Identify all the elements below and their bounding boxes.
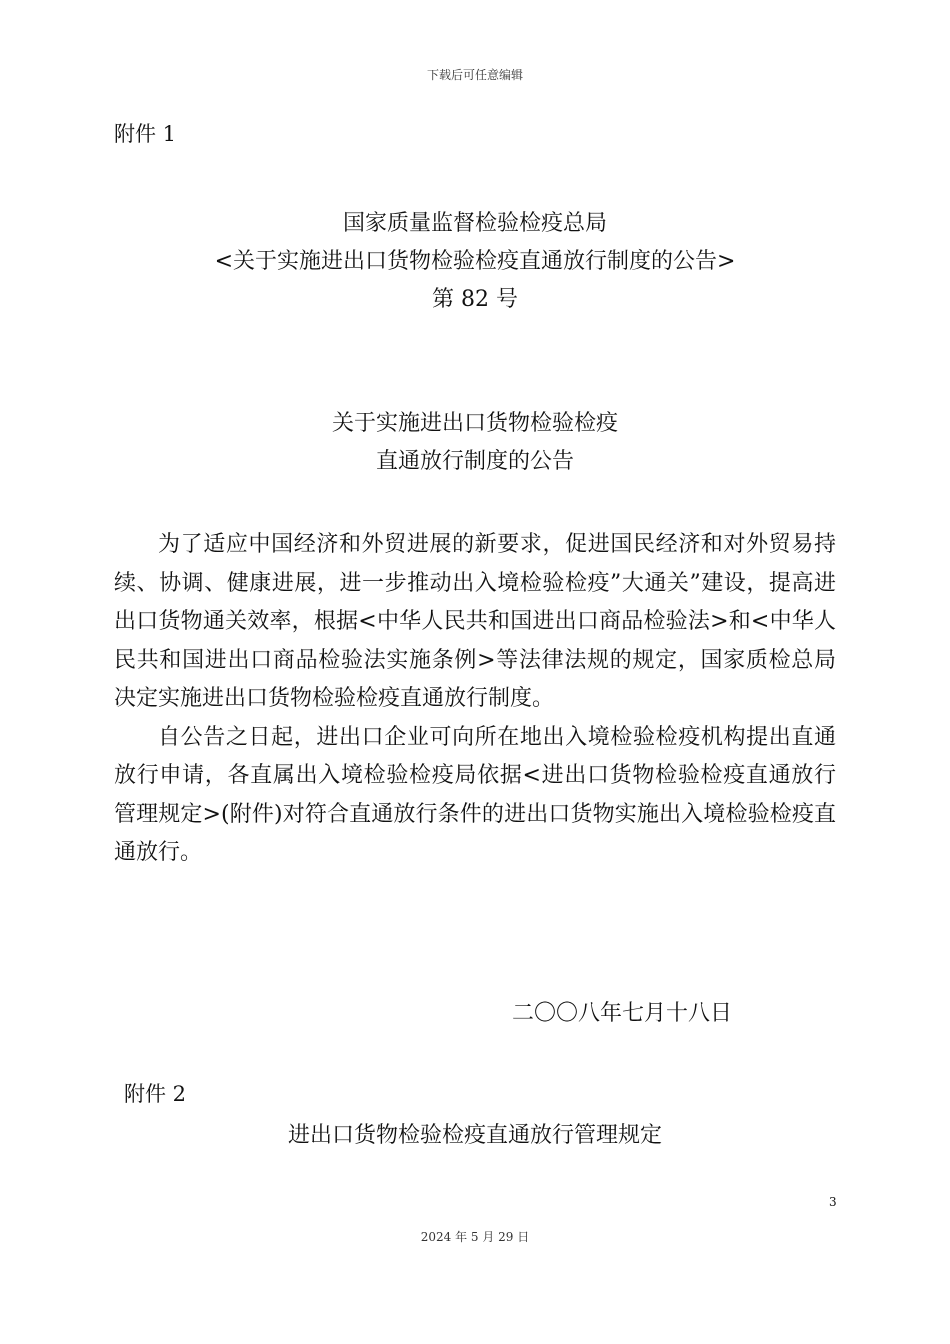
body-paragraph-2: 自公告之日起，进出口企业可向所在地出入境检验检疫机构提出直通放行申请，各直属出入境检验检疫局依据<进出口货物检验检疫直通放行管理规定>(附件)对符合直通放行条件的进出口货物实施出入境检验检疫直通放行。	[114, 724, 836, 865]
page-number: 3	[829, 1195, 837, 1209]
attachment-1-label: 附件 1	[114, 122, 177, 146]
subtitle-line-1: 关于实施进出口货物检验检疫	[331, 411, 618, 436]
title-line-3: 第 82 号	[432, 287, 518, 312]
subtitle-line-2: 直通放行制度的公告	[375, 449, 574, 474]
announcement-title	[0, 405, 950, 481]
announcement-body	[114, 526, 836, 873]
attachment-2-title: 进出口货物检验检疫直通放行管理规定	[287, 1123, 662, 1148]
announcement-date: 二〇〇八年七月十八日	[512, 1001, 733, 1026]
title-line-2: <关于实施进出口货物检验检疫直通放行制度的公告>	[214, 249, 736, 274]
body-paragraph-1: 为了适应中国经济和外贸进展的新要求，促进国民经济和对外贸易持续、协调、健康进展，进一步推动出入境检验检疫”大通关”建设，提高进出口货物通关效率，根据<中华人民共和国进出口商品检验法>和<中华人民共和国进出口商品检验法实施条例>等法律法规的规定，国家质检总局决定实施进出口货物检验检疫直通放行制度。	[114, 532, 836, 711]
title-line-1: 国家质量监督检验检疫总局	[342, 211, 607, 236]
attachment-2-label: 附件 2	[124, 1082, 187, 1106]
document-title	[0, 205, 950, 319]
page-header: 下载后可任意编辑	[426, 68, 523, 82]
page-footer: 2024 年 5 月 29 日	[420, 1230, 530, 1244]
